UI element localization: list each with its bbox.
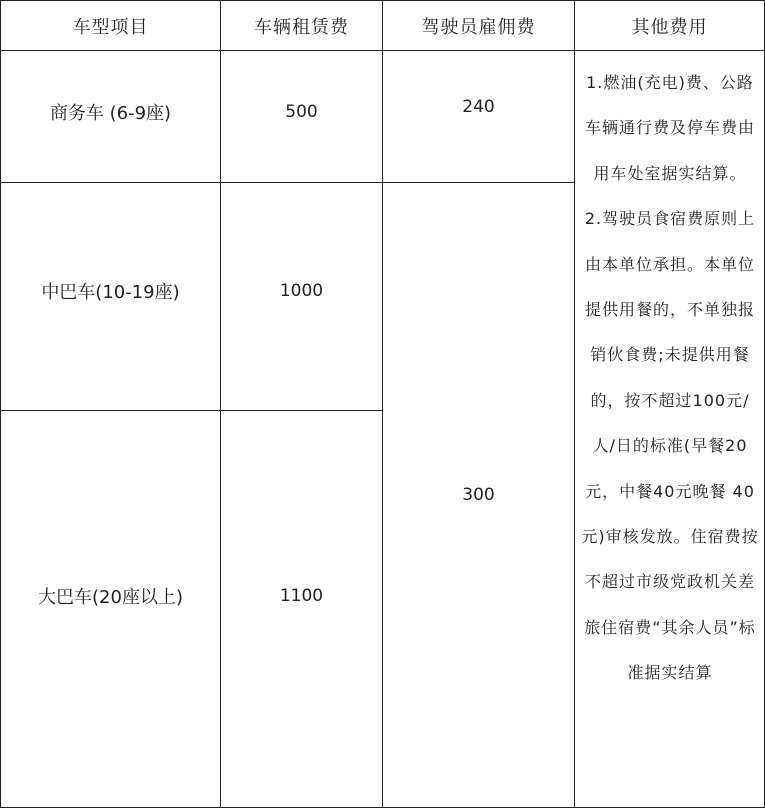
- driver-fee-bus: 300: [462, 485, 495, 505]
- vehicle-type-medium-bus: 中巴车(10-19座): [41, 281, 180, 303]
- header-vehicle-type: 车型项目: [72, 16, 149, 38]
- header-driver-fee: 驾驶员雇佣费: [421, 16, 536, 38]
- header-rental-fee: 车辆租赁费: [254, 16, 349, 38]
- driver-fee-business: 240: [462, 96, 495, 117]
- header-other-fees: 其他费用: [631, 16, 708, 38]
- vehicle-type-large-bus: 大巴车(20座以上): [38, 587, 183, 608]
- rental-fee-medium-bus: 1000: [279, 280, 324, 301]
- rental-fee-business: 500: [285, 101, 318, 122]
- other-fees-note-1: 1.燃油(充电)费、公路车辆通行费及停车费由用车处室据实结算。: [584, 73, 755, 183]
- other-fees-note-2: 2.驾驶员食宿费原则上由本单位承担。本单位提供用餐的，不单独报销伙食费;未提供用餐的，按不超过100元/人/日的标准(早餐20元，中餐40元晚餐 40元)审核发放。住宿费按不超过市级党政机关差旅住宿费“其余人员”标准据实结算: [581, 209, 759, 683]
- vehicle-type-business: 商务车 (6-9座): [49, 102, 172, 124]
- rental-fee-large-bus: 1100: [279, 586, 324, 606]
- other-fees-notes: [574, 52, 764, 807]
